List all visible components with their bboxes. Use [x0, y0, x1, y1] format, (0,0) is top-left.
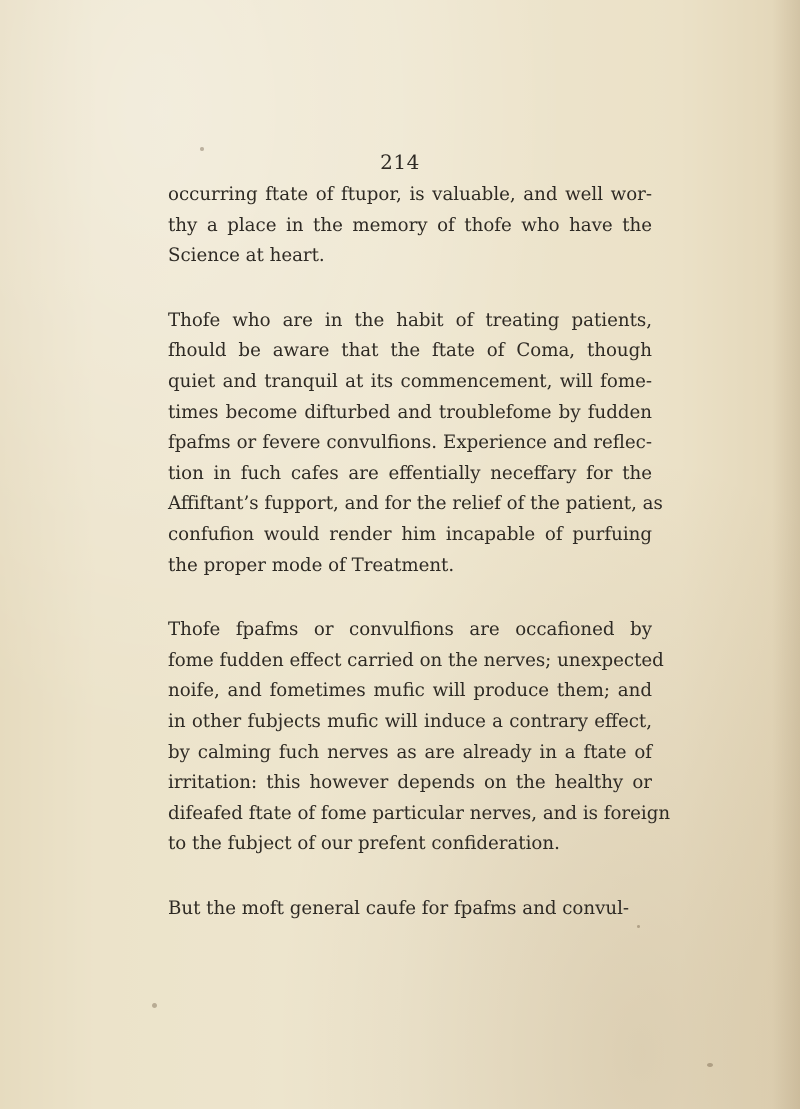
paragraph-3: [168, 615, 671, 860]
paper-speck: [707, 1063, 713, 1067]
text-line: fpafms or fevere convulfions. Experience and reflec-: [168, 432, 652, 454]
text-line: to the fubject of our prefent confideration.: [168, 833, 560, 855]
text-line: Thofe fpafms or convulfions are occafioned by: [168, 619, 652, 641]
paragraph-4: [168, 894, 652, 925]
paper-speck: [152, 1003, 157, 1008]
text-line: Thofe who are in the habit of treating patients,: [168, 309, 652, 331]
text-line: noife, and fometimes mufic will produce them; and: [168, 680, 652, 702]
text-line: thy a place in the memory of thofe who have the: [168, 214, 652, 236]
text-line: But the moft general caufe for fpafms and convul-: [168, 897, 630, 919]
text-line: occurring ftate of ftupor, is valuable, and well wor-: [168, 184, 652, 205]
paragraph-1: [168, 180, 652, 272]
text-line: times become difturbed and troublefome by fudden: [168, 401, 652, 423]
paragraph-2: [168, 306, 663, 581]
page-number: 214: [380, 150, 420, 174]
text-line: difeafed ftate of fome particular nerves, and is foreign: [168, 802, 671, 824]
text-line: by calming fuch nerves as are already in a ftate of: [168, 741, 652, 763]
text-line: fome fudden effect carried on the nerves; unexpected: [168, 649, 664, 671]
paper-speck: [637, 925, 640, 928]
text-line: irritation: this however depends on the healthy or: [168, 772, 652, 794]
text-line: quiet and tranquil at its commencement, will fome-: [168, 370, 652, 392]
body-text: [168, 180, 671, 924]
text-line: the proper mode of Treatment.: [168, 554, 455, 576]
text-line: in other fubjects mufic will induce a contrary effect,: [168, 710, 652, 732]
text-line: confufion would render him incapable of purfuing: [168, 523, 652, 545]
text-line: Affiftant’s fupport, and for the relief of the patient, as: [168, 493, 663, 515]
text-line: tion in fuch cafes are effentially neceffary for the: [168, 462, 652, 484]
text-line: fhould be aware that the ftate of Coma, though: [168, 340, 652, 362]
text-line: Science at heart.: [168, 245, 325, 267]
